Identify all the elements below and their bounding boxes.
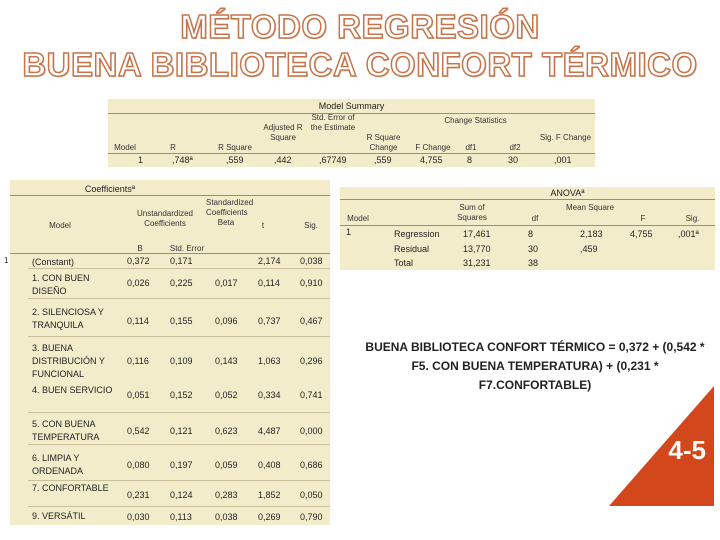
an-header-model: Model [347, 214, 369, 223]
coefficient-row-sig: 0,000 [300, 426, 323, 436]
coefficient-row-label: (Constant) [32, 257, 75, 267]
anova-row-df: 38 [528, 258, 539, 268]
coefficient-row-beta: 0,096 [215, 316, 238, 326]
anova-row-sum-of-squares: 31,231 [463, 258, 491, 268]
coefficient-row-label: 7. CONFORTABLE [32, 483, 109, 493]
ms-header-std-error: Std. Error of the Estimate [310, 113, 356, 132]
coefficient-row-std-error: 0,152 [170, 390, 193, 400]
co-header-unstandardized: Unstandardized Coefficients [136, 209, 194, 228]
co-header-t: t [261, 221, 265, 230]
model-summary-table [108, 99, 595, 167]
coefficient-row-label: 9. VERSÁTIL [32, 511, 86, 521]
coefficient-row-t: 2,174 [258, 256, 281, 266]
coefficient-row-b: 0,116 [127, 356, 149, 366]
model-summary-caption: Model Summary [318, 101, 385, 111]
anova-row-sum-of-squares: 17,461 [463, 229, 491, 239]
coefficient-row-sig: 0,741 [300, 390, 323, 400]
ms-cell-r: ,748ª [172, 155, 193, 165]
ms-header-df2: df2 [509, 143, 521, 152]
anova-row-sum-of-squares: 13,770 [463, 244, 491, 254]
coefficient-row-beta: 0,052 [215, 390, 238, 400]
ms-header-df1: df1 [465, 143, 477, 152]
ms-cell-r-square-change: ,559 [374, 155, 392, 165]
coefficient-row-b: 0,026 [127, 278, 150, 288]
coefficient-row-b: 0,542 [127, 426, 150, 436]
coefficient-row-b: 0,372 [127, 256, 150, 266]
anova-row-source: Residual [394, 244, 430, 254]
change-statistics-caption: Change Statistics [444, 116, 507, 125]
anova-row-source: Total [394, 258, 414, 268]
coefficient-row-beta: 0,038 [215, 512, 238, 522]
an-header-mean-square: Mean Square [565, 203, 615, 212]
ms-cell-df2: 30 [508, 155, 519, 165]
coefficient-row-beta: 0,623 [215, 426, 238, 436]
anova-row-df: 8 [528, 229, 534, 239]
coefficient-row-sig: 0,790 [300, 512, 323, 522]
ms-cell-sig-f-change: ,001 [554, 155, 572, 165]
coefficient-row-sig: 0,296 [300, 356, 323, 366]
coefficient-row-label: 6. LIMPIA Y ORDENADA [32, 453, 84, 476]
coefficient-row-t: 1,852 [258, 490, 281, 500]
ms-header-adjusted-r-square: Adjusted R Square [263, 123, 303, 142]
coefficient-row-std-error: 0,124 [170, 490, 193, 500]
coefficients-table [4, 180, 330, 525]
coefficient-row-label: 5. CON BUENA TEMPERATURA [32, 419, 100, 442]
co-header-model: Model [49, 221, 71, 230]
coefficient-row-t: 0,737 [258, 316, 281, 326]
anova-row-f: 4,755 [630, 229, 653, 239]
coefficient-row-t: 1,063 [258, 356, 281, 366]
coefficient-row-std-error: 0,155 [170, 316, 193, 326]
coefficient-row-t: 0,269 [258, 512, 281, 522]
ms-header-r-square-change: R Square Change [366, 133, 401, 152]
co-header-sig: Sig. [304, 221, 318, 230]
coefficient-row-b: 0,114 [127, 316, 149, 326]
coefficient-row-b: 0,231 [127, 490, 150, 500]
ms-cell-model: 1 [138, 155, 144, 165]
ms-header-r: R [170, 143, 176, 152]
coefficient-row-std-error: 0,109 [170, 356, 193, 366]
coefficient-row-t: 0,334 [258, 390, 281, 400]
ms-header-r-square: R Square [218, 143, 252, 152]
an-header-sig: Sig. [685, 214, 700, 223]
co-header-std-error: Std. Error [169, 244, 205, 253]
coefficient-row-sig: 0,038 [300, 256, 323, 266]
title-line-1: MÉTODO REGRESIÓN [180, 8, 540, 45]
anova-row-df: 30 [528, 244, 539, 254]
coefficient-row-t: 0,408 [258, 460, 281, 470]
coefficient-row-std-error: 0,171 [170, 256, 193, 266]
co-model-number: 1 [4, 256, 9, 265]
anova-row-source: Regression [394, 229, 440, 239]
coefficients-caption: Coefficientsª [84, 184, 136, 194]
coefficient-row-std-error: 0,225 [170, 278, 193, 288]
coefficient-row-t: 4,487 [258, 426, 281, 436]
co-header-standardized: Standardized Coefficients Beta [206, 198, 254, 227]
ms-cell-std-error: ,67749 [319, 155, 347, 165]
anova-row-mean-square: ,459 [580, 244, 598, 254]
an-header-f: F [640, 214, 646, 223]
slide-number: 4-5 [668, 435, 706, 465]
ms-cell-r-square: ,559 [226, 155, 244, 165]
anova-row-mean-square: 2,183 [580, 229, 603, 239]
co-header-b: B [137, 244, 143, 253]
ms-header-f-change: F Change [415, 143, 451, 152]
coefficient-row-sig: 0,467 [300, 316, 323, 326]
an-model-number: 1 [346, 227, 352, 237]
an-header-sum-of-squares: Sum of Squares [457, 203, 487, 222]
coefficient-row-label: 4. BUEN SERVICIO [32, 385, 113, 395]
coefficient-row-label: 1. CON BUEN DISEÑO [32, 273, 90, 296]
ms-cell-f-change: 4,755 [420, 155, 443, 165]
anova-table [340, 187, 715, 270]
title-line-2: BUENA BIBLIOTECA CONFORT TÉRMICO [22, 46, 698, 83]
coefficient-row-beta: 0,017 [215, 278, 238, 288]
coefficient-row-t: 0,114 [258, 278, 280, 288]
ms-cell-adjusted-r-square: ,442 [274, 155, 292, 165]
regression-equation: BUENA BIBLIOTECA CONFORT TÉRMICO = 0,372 + (0,542 * F5. CON BUENA TEMPERATURA) + (0,231 * F7.CONFORTABLE) [365, 340, 705, 392]
coefficient-row-std-error: 0,113 [170, 512, 192, 522]
coefficient-row-sig: 0,686 [300, 460, 323, 470]
coefficient-row-label: 2. SILENCIOSA Y TRANQUILA [32, 307, 104, 330]
ms-header-sig-f-change: Sig. F Change [539, 133, 592, 142]
ms-cell-df1: 8 [467, 155, 473, 165]
coefficient-row-beta: 0,283 [215, 490, 238, 500]
anova-caption: ANOVAª [550, 188, 585, 198]
coefficient-row-beta: 0,059 [215, 460, 238, 470]
ms-header-model: Model [114, 143, 136, 152]
slide-number-badge [609, 386, 714, 506]
coefficient-row-b: 0,030 [127, 512, 150, 522]
an-header-df: df [531, 214, 539, 223]
coefficient-row-std-error: 0,121 [170, 426, 193, 436]
coefficient-row-beta: 0,143 [215, 356, 238, 366]
coefficient-row-sig: 0,910 [300, 278, 323, 288]
anova-row-sig: ,001ª [678, 229, 699, 239]
coefficient-row-b: 0,051 [127, 390, 150, 400]
coefficient-row-label: 3. BUENA DISTRIBUCIÓN Y FUNCIONAL [32, 343, 105, 379]
coefficient-row-sig: 0,050 [300, 490, 323, 500]
coefficient-row-b: 0,080 [127, 460, 150, 470]
coefficient-row-std-error: 0,197 [170, 460, 193, 470]
